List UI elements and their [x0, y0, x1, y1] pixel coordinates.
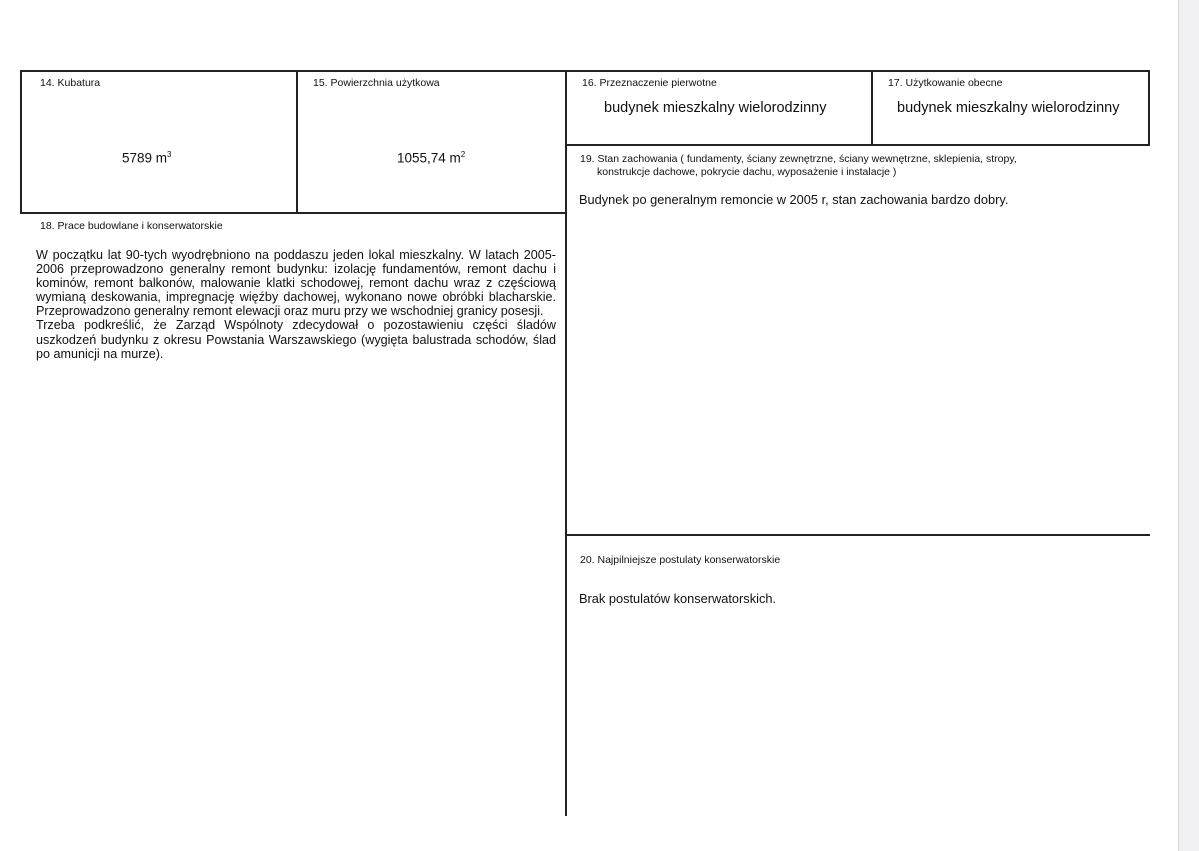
field-19-value: Budynek po generalnym remoncie w 2005 r, stan zachowania bardzo dobry. — [579, 192, 1009, 207]
divider — [565, 70, 567, 816]
divider — [871, 70, 873, 145]
field-18-text — [36, 248, 556, 361]
area-unit-exponent: 2 — [460, 150, 466, 159]
field-20-value: Brak postulatów konserwatorskich. — [579, 591, 777, 606]
field-15-label: 15. Powierzchnia użytkowa — [313, 77, 440, 89]
field-16-label: 16. Przeznaczenie pierwotne — [582, 77, 717, 89]
divider — [20, 70, 1150, 72]
field-18-label: 18. Prace budowlane i konserwatorskie — [40, 220, 223, 232]
cubature-value: 5789 m — [122, 150, 168, 166]
field-14-value — [122, 150, 171, 166]
field-19-label-line: 19. Stan zachowania ( fundamenty, ściany zewnętrzne, ściany wewnętrzne, sklepienia, stropy, — [580, 153, 1017, 165]
divider — [20, 212, 566, 214]
field-17-label: 17. Użytkowanie obecne — [888, 77, 1003, 89]
scan-page-edge — [1178, 0, 1199, 851]
divider — [296, 70, 298, 214]
area-value: 1055,74 m — [397, 150, 461, 166]
paragraph: W początku lat 90-tych wyodrębniono na poddaszu jeden lokal mieszkalny. W latach 2005-2006 przeprowadzono generalny remont budynku: izolację fundamentów, remont dachu i kominów, remont balkonów, malowanie klatki schodowej, remont dachu wraz z częściową wymianą deskowania, impregnację więźby dachowej, wykonano nowe obróbki blacharskie. Przeprowadzono generalny remont elewacji oraz muru przy we wschodniej granicy posesji. — [36, 248, 556, 319]
divider — [20, 70, 22, 214]
field-14-label: 14. Kubatura — [40, 77, 101, 89]
field-20-label: 20. Najpilniejsze postulaty konserwatorskie — [580, 554, 781, 566]
field-19-label-line: konstrukcje dachowe, pokrycie dachu, wyposażenie i instalacje ) — [597, 166, 897, 178]
field-15-value — [397, 150, 465, 166]
paragraph: Trzeba podkreślić, że Zarząd Wspólnoty zdecydował o pozostawieniu części śladów uszkodzeń budynku z okresu Powstania Warszawskiego (wygięta balustrada schodów, ślad po amunicji na murze). — [36, 318, 556, 361]
divider — [565, 534, 1150, 536]
field-17-value: budynek mieszkalny wielorodzinny — [897, 100, 1120, 116]
cubature-unit-exponent: 3 — [167, 150, 172, 159]
field-19-label — [580, 153, 1017, 179]
divider — [565, 144, 1150, 146]
field-16-value: budynek mieszkalny wielorodzinny — [604, 100, 827, 116]
divider — [1148, 70, 1150, 146]
